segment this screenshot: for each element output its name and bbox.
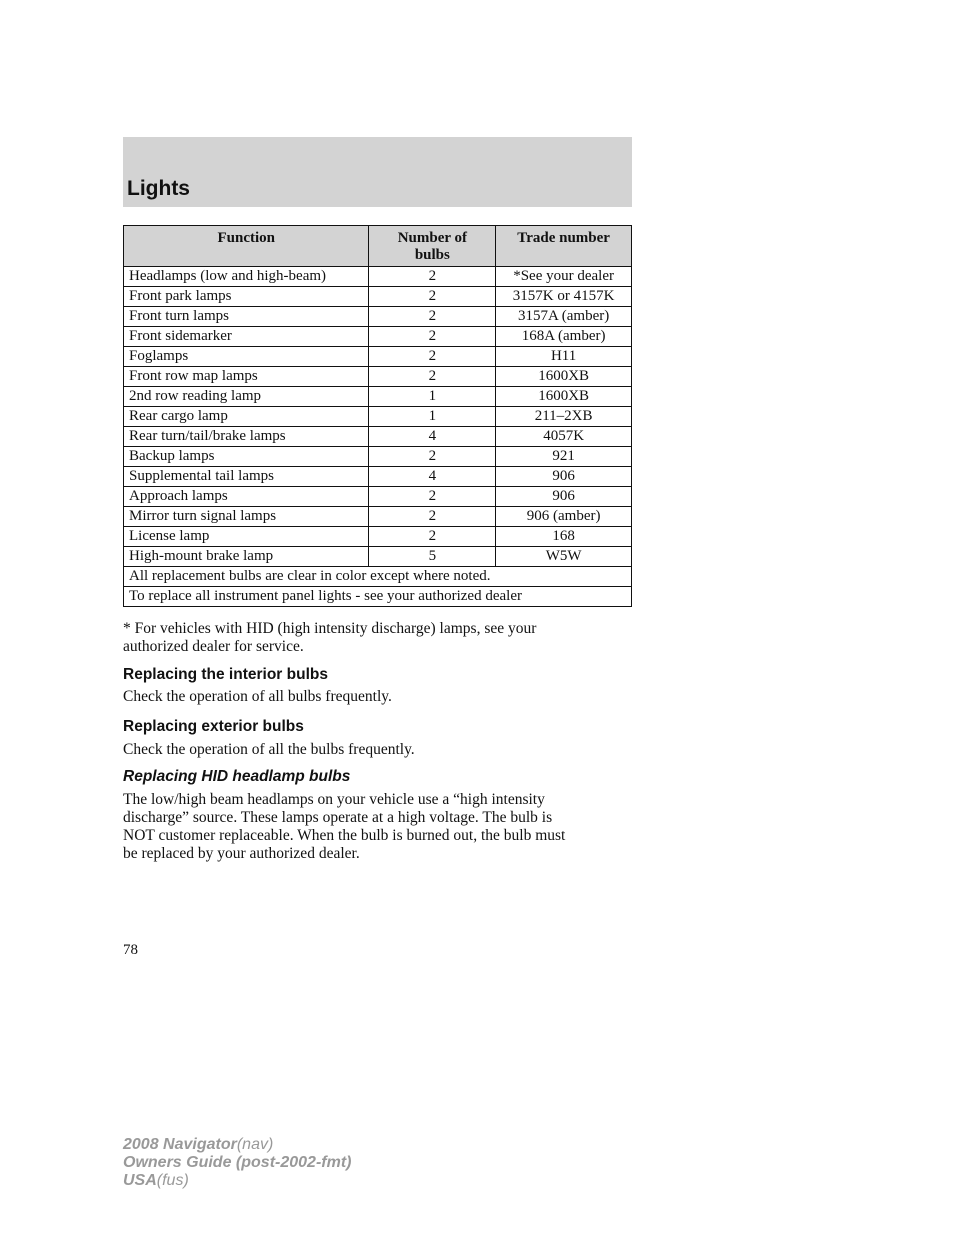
cell-number: 2 — [369, 367, 496, 387]
table-row — [124, 347, 632, 367]
table-row — [124, 487, 632, 507]
cell-trade: *See your dealer — [496, 267, 632, 287]
table-row — [124, 387, 632, 407]
cell-number: 2 — [369, 507, 496, 527]
table-row — [124, 287, 632, 307]
cell-function: License lamp — [124, 527, 369, 547]
cell-number: 2 — [369, 307, 496, 327]
page-number: 78 — [123, 942, 138, 958]
footer-guide: Owners Guide (post-2002-fmt) — [123, 1154, 352, 1171]
header-number-line2: bulbs — [414, 247, 450, 263]
cell-function: Backup lamps — [124, 447, 369, 467]
footer-market: USA — [123, 1172, 157, 1189]
cell-function: Foglamps — [124, 347, 369, 367]
table-row — [124, 507, 632, 527]
cell-function: Mirror turn signal lamps — [124, 507, 369, 527]
bulb-table-notes — [124, 567, 632, 607]
cell-number: 5 — [369, 547, 496, 567]
footnote-line: * For vehicles with HID (high intensity discharge) lamps, see your — [123, 620, 537, 637]
table-note-row — [124, 587, 632, 607]
footnote — [123, 620, 643, 656]
bulb-table-header — [124, 226, 632, 267]
footnote-line: authorized dealer for service. — [123, 638, 304, 655]
header-trade: Trade number — [496, 226, 632, 267]
cell-number: 2 — [369, 347, 496, 367]
cell-trade: 1600XB — [496, 387, 632, 407]
table-row — [124, 447, 632, 467]
cell-number: 2 — [369, 487, 496, 507]
cell-trade: W5W — [496, 547, 632, 567]
exterior-heading: Replacing exterior bulbs — [123, 718, 304, 735]
cell-function: Headlamps (low and high-beam) — [124, 267, 369, 287]
cell-trade: 4057K — [496, 427, 632, 447]
interior-heading: Replacing the interior bulbs — [123, 666, 328, 683]
header-number-line1: Number of — [397, 230, 467, 246]
cell-trade: 211–2XB — [496, 407, 632, 427]
cell-function: Approach lamps — [124, 487, 369, 507]
cell-trade: H11 — [496, 347, 632, 367]
footer-market-code: (fus) — [156, 1172, 189, 1189]
cell-number: 2 — [369, 327, 496, 347]
cell-trade: 906 — [496, 467, 632, 487]
table-row — [124, 367, 632, 387]
table-row — [124, 547, 632, 567]
exterior-text: Check the operation of all the bulbs frequently. — [123, 741, 415, 758]
cell-trade: 168 — [496, 527, 632, 547]
document-footer — [123, 1136, 351, 1190]
cell-trade: 906 — [496, 487, 632, 507]
table-row — [124, 267, 632, 287]
header-number — [369, 226, 496, 267]
cell-number: 1 — [369, 387, 496, 407]
table-row — [124, 527, 632, 547]
cell-number: 4 — [369, 427, 496, 447]
hid-line: be replaced by your authorized dealer. — [123, 845, 360, 862]
cell-number: 2 — [369, 267, 496, 287]
cell-trade: 906 (amber) — [496, 507, 632, 527]
cell-trade: 3157A (amber) — [496, 307, 632, 327]
cell-function: 2nd row reading lamp — [124, 387, 369, 407]
cell-number: 2 — [369, 447, 496, 467]
hid-paragraph — [123, 791, 643, 863]
section-header — [123, 137, 632, 207]
table-note-instrument: To replace all instrument panel lights - see your authorized dealer — [124, 587, 632, 607]
cell-trade: 1600XB — [496, 367, 632, 387]
bulb-table-body — [124, 267, 632, 567]
table-row — [124, 307, 632, 327]
cell-function: High-mount brake lamp — [124, 547, 369, 567]
table-note-row — [124, 567, 632, 587]
cell-function: Front sidemarker — [124, 327, 369, 347]
cell-number: 4 — [369, 467, 496, 487]
table-row — [124, 327, 632, 347]
cell-trade: 3157K or 4157K — [496, 287, 632, 307]
header-function: Function — [124, 226, 369, 267]
interior-text: Check the operation of all bulbs frequently. — [123, 688, 392, 705]
cell-number: 2 — [369, 287, 496, 307]
cell-trade: 921 — [496, 447, 632, 467]
cell-number: 1 — [369, 407, 496, 427]
cell-trade: 168A (amber) — [496, 327, 632, 347]
cell-function: Front turn lamps — [124, 307, 369, 327]
footer-model: 2008 Navigator — [123, 1136, 237, 1153]
section-title: Lights — [127, 177, 190, 200]
cell-function: Front row map lamps — [124, 367, 369, 387]
table-row — [124, 407, 632, 427]
cell-function: Rear turn/tail/brake lamps — [124, 427, 369, 447]
cell-function: Rear cargo lamp — [124, 407, 369, 427]
hid-line: The low/high beam headlamps on your vehicle use a “high intensity — [123, 791, 545, 808]
bulb-table — [123, 225, 632, 607]
cell-function: Front park lamps — [124, 287, 369, 307]
hid-line: discharge” source. These lamps operate at a high voltage. The bulb is — [123, 809, 553, 826]
cell-number: 2 — [369, 527, 496, 547]
table-row — [124, 427, 632, 447]
cell-function: Supplemental tail lamps — [124, 467, 369, 487]
hid-line: NOT customer replaceable. When the bulb is burned out, the bulb must — [123, 827, 566, 844]
footer-model-code: (nav) — [236, 1136, 274, 1153]
hid-heading: Replacing HID headlamp bulbs — [123, 768, 351, 785]
table-note-color: All replacement bulbs are clear in color except where noted. — [124, 567, 632, 587]
table-row — [124, 467, 632, 487]
